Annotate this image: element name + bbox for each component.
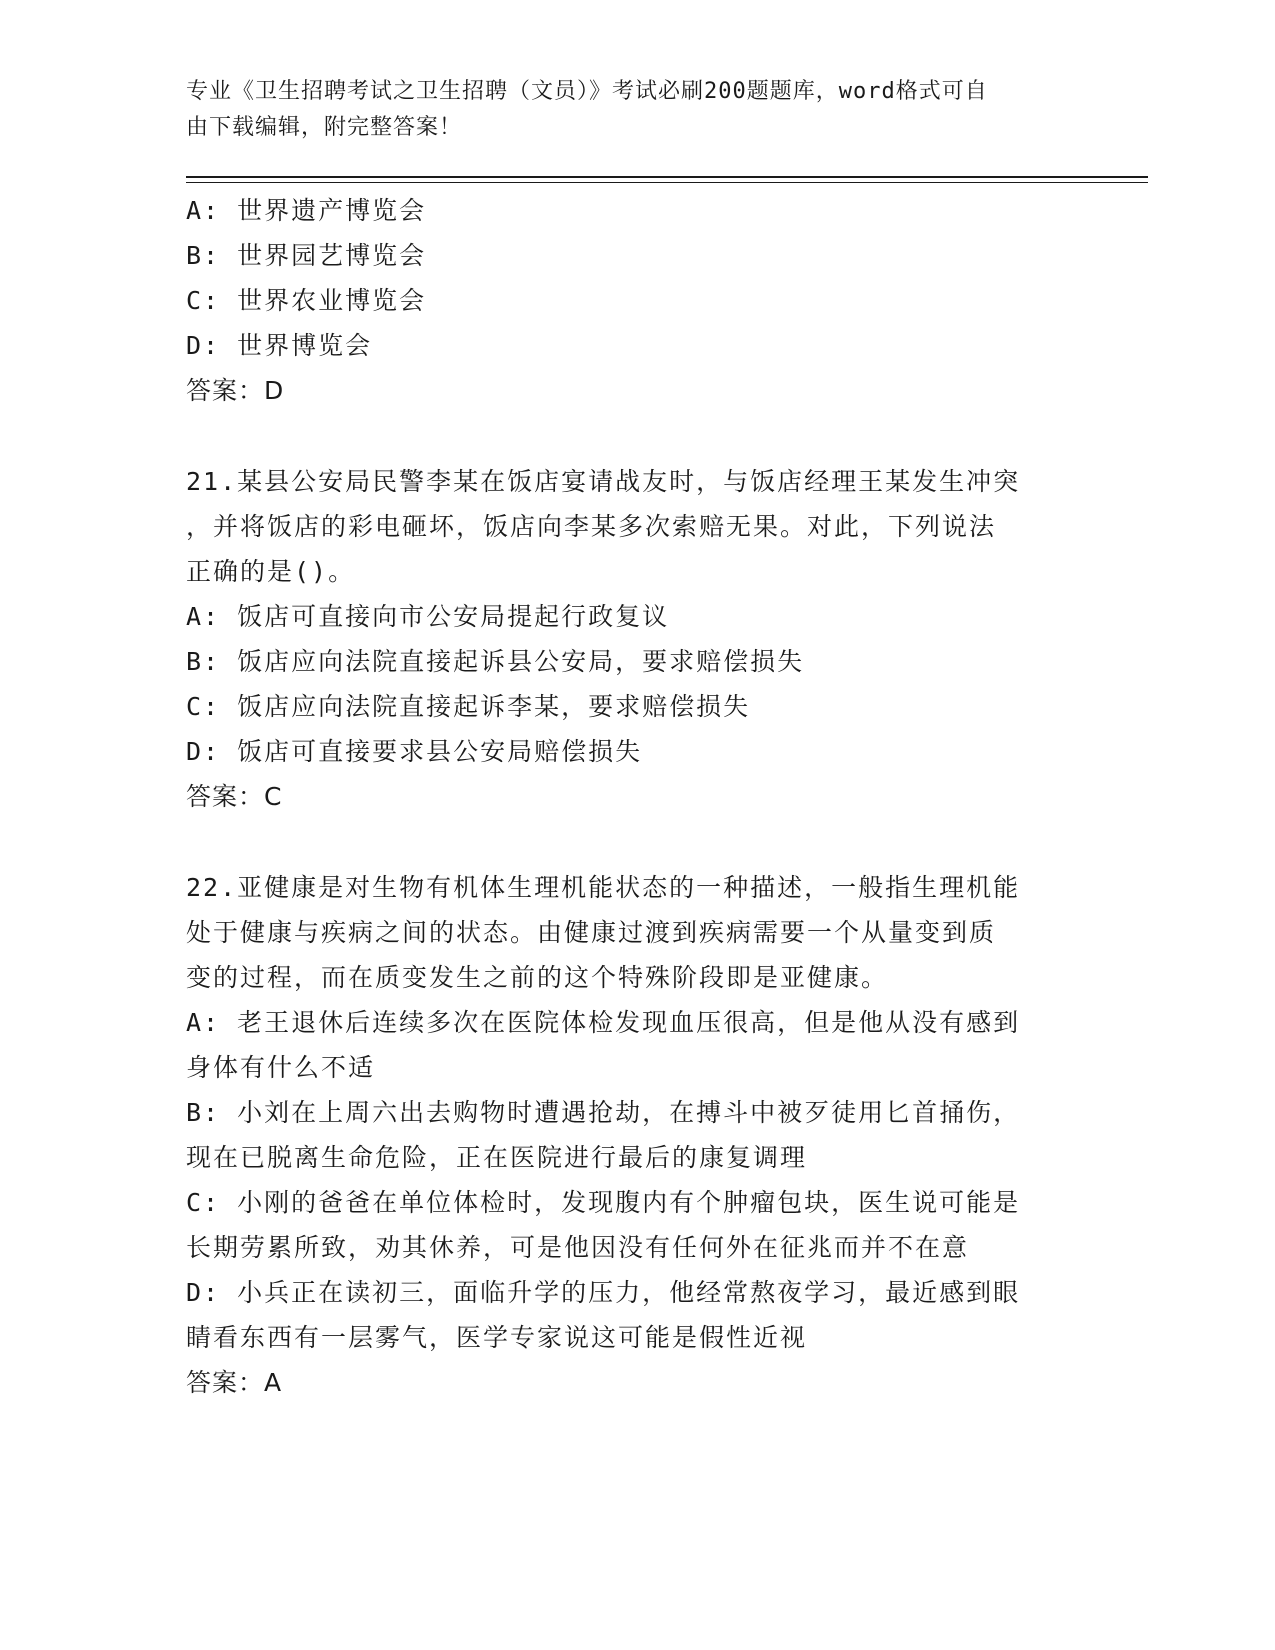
answer-line: 答案：C bbox=[186, 782, 283, 811]
question-stem-line: 21.某县公安局民警李某在饭店宴请战友时，与饭店经理王某发生冲突 bbox=[186, 467, 1021, 496]
option-d: D: 小兵正在读初三，面临升学的压力，他经常熬夜学习，最近感到眼 bbox=[186, 1278, 1021, 1307]
question-21 bbox=[186, 459, 1086, 819]
question-22 bbox=[186, 865, 1086, 1405]
option-d: D: 世界博览会 bbox=[186, 331, 373, 360]
question-stem-line: 处于健康与疾病之间的状态。由健康过渡到疾病需要一个从量变到质 bbox=[186, 918, 997, 947]
spacer bbox=[186, 413, 1086, 459]
option-c: C: 饭店应向法院直接起诉李某，要求赔偿损失 bbox=[186, 692, 751, 721]
header-rule-thin bbox=[186, 182, 1148, 183]
question-stem-line: 正确的是()。 bbox=[186, 557, 356, 586]
option-b: B: 小刘在上周六出去购物时遭遇抢劫，在搏斗中被歹徒用匕首捅伤， bbox=[186, 1098, 1021, 1127]
option-c: C: 小刚的爸爸在单位体检时，发现腹内有个肿瘤包块，医生说可能是 bbox=[186, 1188, 1021, 1217]
option-b-continued: 现在已脱离生命危险，正在医院进行最后的康复调理 bbox=[186, 1143, 808, 1172]
question-block-top bbox=[186, 188, 1086, 413]
option-a: A: 世界遗产博览会 bbox=[186, 196, 427, 225]
document-header bbox=[186, 74, 1066, 146]
header-line-2: 由下载编辑，附完整答案！ bbox=[186, 115, 463, 140]
answer-line: 答案：D bbox=[186, 376, 285, 405]
option-a: A: 饭店可直接向市公安局提起行政复议 bbox=[186, 602, 670, 631]
option-c-continued: 长期劳累所致，劝其休养，可是他因没有任何外在征兆而并不在意 bbox=[186, 1233, 970, 1262]
answer-line: 答案：A bbox=[186, 1368, 283, 1397]
option-d: D: 饭店可直接要求县公安局赔偿损失 bbox=[186, 737, 643, 766]
question-stem-line: 变的过程，而在质变发生之前的这个特殊阶段即是亚健康。 bbox=[186, 963, 889, 992]
option-a: A: 老王退休后连续多次在医院体检发现血压很高，但是他从没有感到 bbox=[186, 1008, 1021, 1037]
question-stem-line: ，并将饭店的彩电砸坏，饭店向李某多次索赔无果。对此，下列说法 bbox=[186, 512, 997, 541]
header-line-1: 专业《卫生招聘考试之卫生招聘（文员）》考试必刷200题题库，word格式可自 bbox=[186, 79, 988, 104]
option-a-continued: 身体有什么不适 bbox=[186, 1053, 376, 1082]
option-d-continued: 睛看东西有一层雾气，医学专家说这可能是假性近视 bbox=[186, 1323, 808, 1352]
option-b: B: 世界园艺博览会 bbox=[186, 241, 427, 270]
question-stem-line: 22.亚健康是对生物有机体生理机能状态的一种描述，一般指生理机能 bbox=[186, 873, 1021, 902]
option-b: B: 饭店应向法院直接起诉县公安局，要求赔偿损失 bbox=[186, 647, 805, 676]
spacer bbox=[186, 819, 1086, 865]
header-rule-thick bbox=[186, 176, 1148, 178]
document-body bbox=[186, 188, 1086, 1405]
option-c: C: 世界农业博览会 bbox=[186, 286, 427, 315]
